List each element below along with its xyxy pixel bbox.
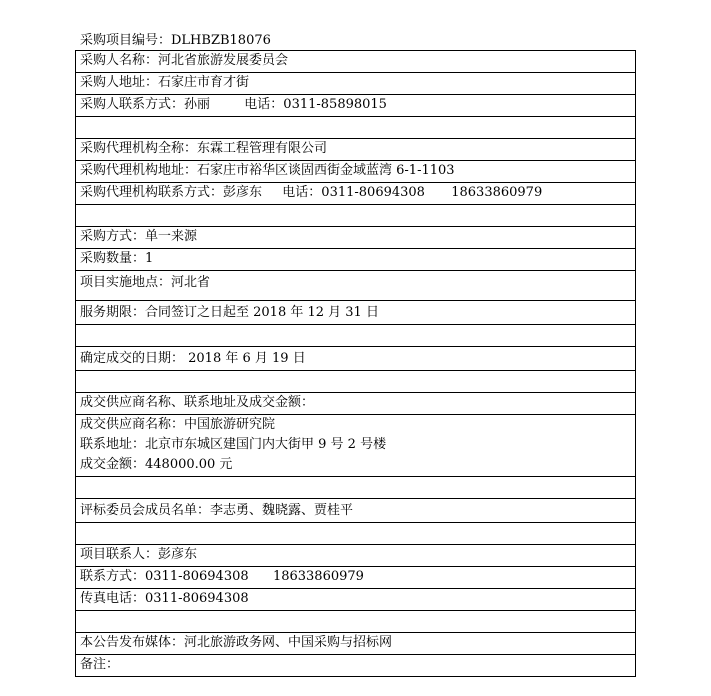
row-agency-address: 采购代理机构地址：石家庄市裕华区谈固西街金域蓝湾 6-1-1103 (76, 161, 635, 183)
row-supplier-details (76, 415, 635, 477)
project-number: 采购项目编号：DLHBZB18076 (80, 33, 271, 48)
row-committee: 评标委员会成员名单：李志勇、魏晓露、贾桂平 (76, 499, 635, 523)
contact-mobile: 18633860979 (272, 569, 364, 584)
row-agency-contact (76, 183, 635, 205)
row-blank (76, 325, 635, 347)
row-purchaser-name: 采购人名称：河北省旅游发展委员会 (76, 51, 635, 73)
row-agency-name: 采购代理机构全称：东霖工程管理有限公司 (76, 139, 635, 161)
row-blank (76, 117, 635, 139)
row-media: 本公告发布媒体：河北旅游政务网、中国采购与招标网 (76, 633, 635, 655)
row-deal-date: 确定成交的日期： 2018 年 6 月 19 日 (76, 347, 635, 371)
agency-mobile: 18633860979 (451, 185, 543, 200)
agency-phone: 电话：0311-80694308 (282, 185, 425, 200)
row-supplier-heading: 成交供应商名称、联系地址及成交金额： (76, 393, 635, 415)
deal-amount: 成交金额：448000.00 元 (80, 457, 233, 472)
purchaser-phone: 电话：0311-85898015 (244, 97, 387, 112)
row-location: 项目实施地点：河北省 (76, 271, 635, 301)
row-blank (76, 371, 635, 393)
row-quantity: 采购数量：1 (76, 249, 635, 271)
contact-method: 联系方式：0311-80694308 (80, 569, 249, 584)
row-method: 采购方式：单一来源 (76, 227, 635, 249)
agency-contact: 采购代理机构联系方式：彭彦东 (80, 185, 263, 200)
row-blank (76, 477, 635, 499)
announcement-table (75, 50, 636, 677)
row-service-period: 服务期限：合同签订之日起至 2018 年 12 月 31 日 (76, 301, 635, 325)
supplier-name: 成交供应商名称：中国旅游研究院 (80, 417, 276, 432)
row-project-contact: 项目联系人：彭彦东 (76, 545, 635, 567)
row-purchaser-address: 采购人地址：石家庄市育才街 (76, 73, 635, 95)
row-blank (76, 523, 635, 545)
row-remark: 备注： (76, 655, 635, 677)
row-contact-method (76, 567, 635, 589)
purchaser-contact: 采购人联系方式：孙丽 (80, 97, 211, 112)
row-fax: 传真电话：0311-80694308 (76, 589, 635, 611)
supplier-address: 联系地址：北京市东城区建国门内大街甲 9 号 2 号楼 (80, 437, 387, 452)
row-blank (76, 205, 635, 227)
row-blank (76, 611, 635, 633)
row-purchaser-contact (76, 95, 635, 117)
